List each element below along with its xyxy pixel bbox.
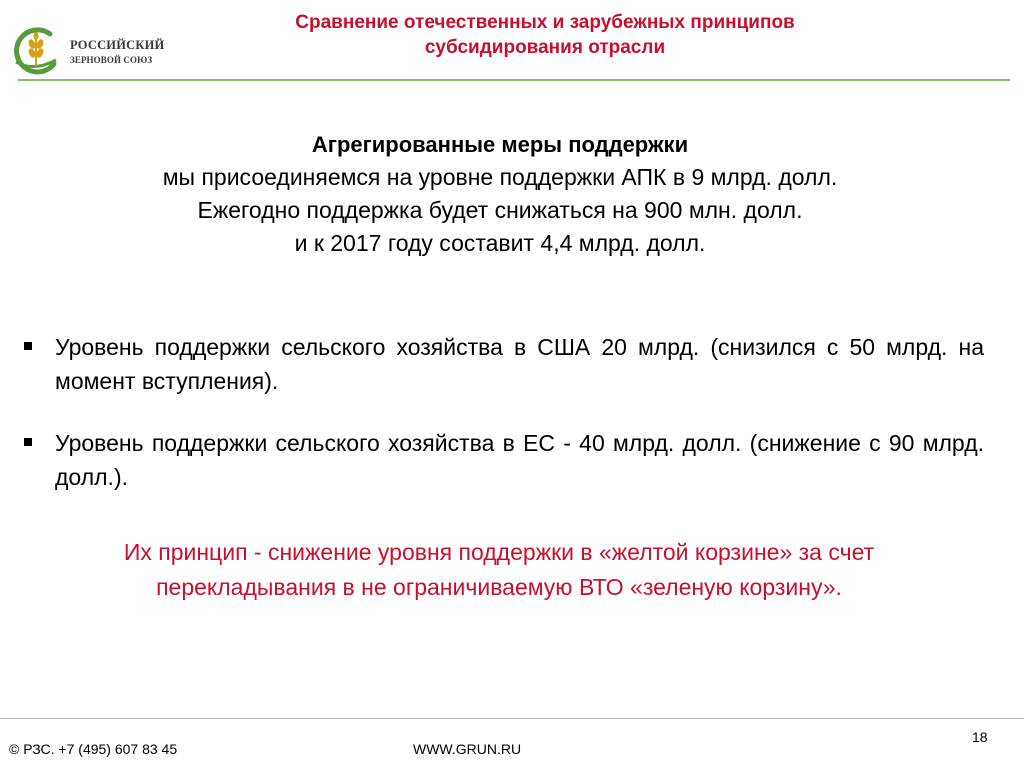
page-number: 18 <box>972 729 988 745</box>
support-line-1: мы присоединяемся на уровне поддержки АПК в 9 млрд. долл. <box>162 164 838 190</box>
logo-line2: ЗЕРНОВОЙ СОЮЗ <box>70 55 153 65</box>
logo-line1: РОССИЙСКИЙ <box>70 38 165 52</box>
wheat-emblem-icon <box>10 26 62 76</box>
slide-title <box>190 10 900 60</box>
aggregated-support-heading: Агрегированные меры поддержки <box>311 132 689 157</box>
aggregated-support-block <box>60 128 940 260</box>
slide-title-line2: субсидирования отрасли <box>424 37 666 58</box>
principle-statement <box>24 535 974 605</box>
logo-wordmark <box>70 38 164 68</box>
bullet-eu-text: Уровень поддержки сельского хозяйства в ЕС - 40 млрд. долл. (снижение с 90 млрд. долл.). <box>55 430 984 490</box>
footer-divider <box>0 718 1024 719</box>
company-logo <box>10 26 165 76</box>
support-line-3: и к 2017 году составит 4,4 млрд. долл. <box>294 230 706 256</box>
bullet-usa <box>24 330 984 398</box>
square-bullet-icon <box>24 438 32 446</box>
footer-website-link[interactable]: WWW.GRUN.RU <box>413 741 522 757</box>
principle-line2: перекладывания в не ограничиваемую ВТО «зеленую корзину». <box>156 574 842 600</box>
footer-contact: © РЗС. +7 (495) 607 83 45 <box>9 741 178 757</box>
bullet-list <box>24 330 984 522</box>
slide-title-line1: Сравнение отечественных и зарубежных принципов <box>295 12 795 33</box>
header-divider <box>18 79 1010 81</box>
square-bullet-icon <box>24 342 32 350</box>
bullet-usa-text: Уровень поддержки сельского хозяйства в США 20 млрд. (снизился с 50 млрд. на момент вступления). <box>55 334 984 394</box>
principle-line1: Их принцип - снижение уровня поддержки в «желтой корзине» за счет <box>123 539 875 565</box>
bullet-eu <box>24 426 984 494</box>
support-line-2: Ежегодно поддержка будет снижаться на 900 млн. долл. <box>197 197 803 223</box>
